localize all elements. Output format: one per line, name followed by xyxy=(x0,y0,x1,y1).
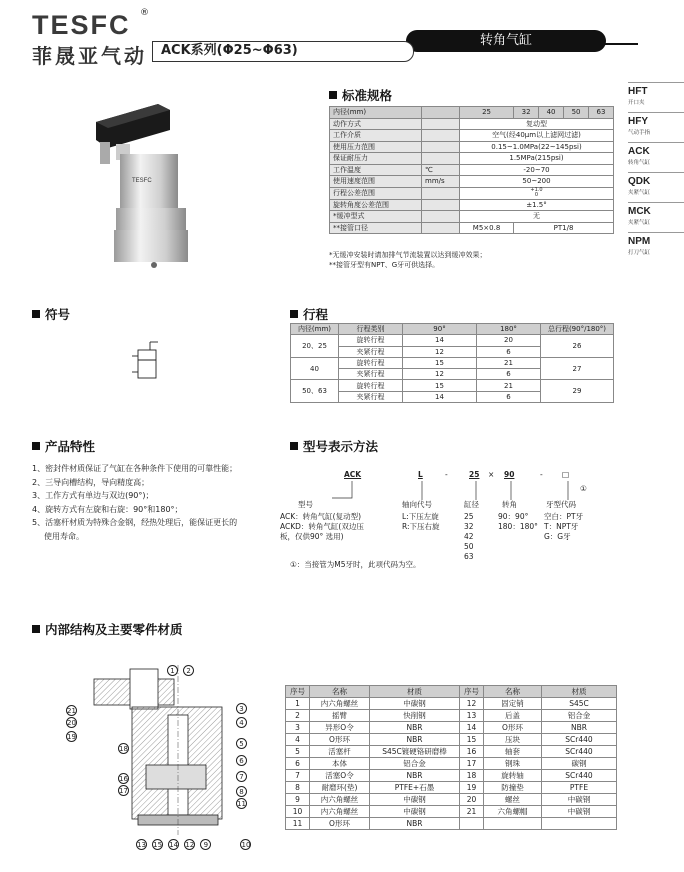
table-row: 50、63 旋转行程 15 21 29 xyxy=(291,380,614,391)
model-code-diagram: ACK L - 25 × 90 - □ ① 型号 ACK：转角气缸(复动型) ACKD：转角气缸(双边压 板，仅供90° 选用) 轴向代号 L:下压左旋 R:下压右旋 缸径 25 32 42 50 63 转角 90：90° 180：180° 牙型代码 空白：PT牙 T：NPT牙 G：G牙 xyxy=(280,470,587,561)
spec-row: 工作温度 ℃ -20~70 xyxy=(330,164,614,176)
series-title: ACK系列(Φ25~Φ63) xyxy=(152,41,414,62)
table-row: 3 异形O令 NBR 14 O形环 NBR xyxy=(286,722,617,734)
spec-notes: *无缓冲安装时请加排气节流装置以达到缓冲效果； **接管牙型有NPT、G牙可供选择。 xyxy=(329,251,487,269)
brand-chinese-name: 菲晟亚气动 xyxy=(32,44,147,68)
circle-marker: ① xyxy=(580,484,587,493)
table-row: 4 O形环 NBR 15 压块 SCr440 xyxy=(286,734,617,746)
sidebar-item-hft[interactable]: HFT 开口夹 xyxy=(628,86,648,106)
svg-text:TESFC: TESFC xyxy=(132,178,152,184)
list-item: 2、三导向槽结构，导向精度高； xyxy=(32,477,150,487)
spec-row: 动作方式 复动型 xyxy=(330,118,614,130)
table-row: 8 耐磨环(垫) PTFE+石墨 19 防撞垫 PTFE xyxy=(286,782,617,794)
list-item: 3、工作方式有单边与双边(90°)； xyxy=(32,491,154,500)
cylinder-symbol xyxy=(128,338,168,384)
callouts-bottom: 13 15 14 12 9 10 xyxy=(137,841,251,849)
table-row: 夹紧行程 14 6 xyxy=(291,391,614,402)
callouts-right: 3 4 5 6 7 8 11 xyxy=(237,705,246,808)
table-row: 2 摇臂 快削钢 13 后盖 铝合金 xyxy=(286,710,617,722)
model-footnote: ①：当接管为M5牙时，此项代码为空。 xyxy=(290,560,421,569)
table-row: 7 活塞O令 NBR 18 旋转轴 SCr440 xyxy=(286,770,617,782)
list-item: 4、旋转方式有左旋和右旋：90°和180°； xyxy=(32,504,183,514)
cross-section-drawing xyxy=(60,655,260,850)
model-section-title: 型号表示方法 xyxy=(290,437,378,455)
parts-table: 序号 名称 材质 序号 名称 材质 1 内六角螺丝 中碳钢 12 固定销 S45C 2 摇臂 快削钢 13 后盖 铝合金 3 异形O令 NBR 14 O形环 NBR 4 O形环 NBR 15 压块 SCr440 5 活塞杆 S45C镀硬铬研磨棒 16 轴套 SCr440 6 本体 铝合金 17 钢珠 碳钢 7 活塞O令 NBR 18 旋转轴 SCr440 8 耐磨环(垫) PTFE+石墨 19 防撞垫 PTFE 9 内六角螺丝 中碳钢 20 螺丝 中碳钢 10 内六角螺丝 中碳钢 21 六角螺帽 中碳钢 11 O形环 NBR xyxy=(285,685,617,830)
list-item: 使用寿命。 xyxy=(44,531,84,541)
spec-row: 保证耐压力 1.5MPa(215psi) xyxy=(330,153,614,165)
spec-row: 工作介质 空气(经40μm以上滤网过滤) xyxy=(330,130,614,142)
spec-row: 使用压力范围 0.15~1.0MPa(22~145psi) xyxy=(330,141,614,153)
callouts-left-top: 21 20 19 xyxy=(67,707,76,741)
list-item: 5、活塞杆材质为特殊合金钢，经热处理后，能保证更长的 xyxy=(32,518,238,527)
sidebar-item-hfy[interactable]: HFY 气动手指 xyxy=(628,116,651,136)
table-row: 11 O形环 NBR xyxy=(286,818,617,830)
product-sidebar xyxy=(628,82,684,272)
structure-section-title: 内部结构及主要零件材质 xyxy=(32,620,183,638)
sidebar-item-qdk[interactable]: QDK 夹紧气缸 xyxy=(628,176,651,196)
features-section-title: 产品特性 xyxy=(32,437,95,455)
spec-row: 行程公差范围 +1.0 0 xyxy=(330,187,614,199)
table-row: 5 活塞杆 S45C镀硬铬研磨棒 16 轴套 SCr440 xyxy=(286,746,617,758)
table-row: 1 内六角螺丝 中碳钢 12 固定销 S45C xyxy=(286,698,617,710)
sidebar-item-npm[interactable]: NPM 打刀气缸 xyxy=(628,236,651,256)
spec-row: *缓冲型式 无 xyxy=(330,211,614,223)
table-row: 夹紧行程 12 6 xyxy=(291,369,614,380)
table-row: 6 本体 铝合金 17 钢珠 碳钢 xyxy=(286,758,617,770)
stroke-section-title: 行程 xyxy=(290,305,328,323)
category-banner: 转角气缸 xyxy=(406,30,606,52)
symbol-section-title: 符号 xyxy=(32,305,70,323)
table-row: 10 内六角螺丝 中碳钢 21 六角螺帽 中碳钢 xyxy=(286,806,617,818)
features-list xyxy=(32,462,282,543)
callouts-left-mid: 18 16 17 xyxy=(119,745,128,795)
table-row: 9 内六角螺丝 中碳钢 20 螺丝 中碳钢 xyxy=(286,794,617,806)
table-row: 20、25 旋转行程 14 20 26 xyxy=(291,335,614,346)
list-item: 1、密封件材质保证了气缸在各种条件下使用的可靠性能； xyxy=(32,464,238,473)
spec-row: 使用速度范围 mm/s 50~200 xyxy=(330,176,614,188)
stroke-table: 内径(mm) 行程类别 90° 180° 总行程(90°/180°) 20、25 旋转行程 14 20 26 夹紧行程 12 6 40 旋转行程 15 21 27 夹紧行程 12 6 50、63 旋转行程 15 21 29 夹紧行程 14 6 xyxy=(290,323,614,403)
table-row: 40 旋转行程 15 21 27 xyxy=(291,357,614,368)
product-photo xyxy=(88,100,228,280)
brand-logo-text: TESFC xyxy=(32,10,131,40)
sidebar-item-mck[interactable]: MCK 夹紧气缸 xyxy=(628,206,651,226)
spec-section-title: 标准规格 xyxy=(329,86,392,104)
registered-mark: ® xyxy=(140,8,149,18)
spec-header-row: 内径(mm) 25 32 40 50 63 xyxy=(330,107,614,119)
spec-row: **接管口径 M5×0.8 PT1/8 xyxy=(330,222,614,234)
spec-row: 旋转角度公差范围 ±1.5° xyxy=(330,199,614,211)
table-row: 夹紧行程 12 6 xyxy=(291,346,614,357)
callouts-top: 1 2 xyxy=(167,658,194,677)
spec-table xyxy=(329,106,614,234)
sidebar-item-ack[interactable]: ACK 转角气缸 xyxy=(628,146,651,166)
